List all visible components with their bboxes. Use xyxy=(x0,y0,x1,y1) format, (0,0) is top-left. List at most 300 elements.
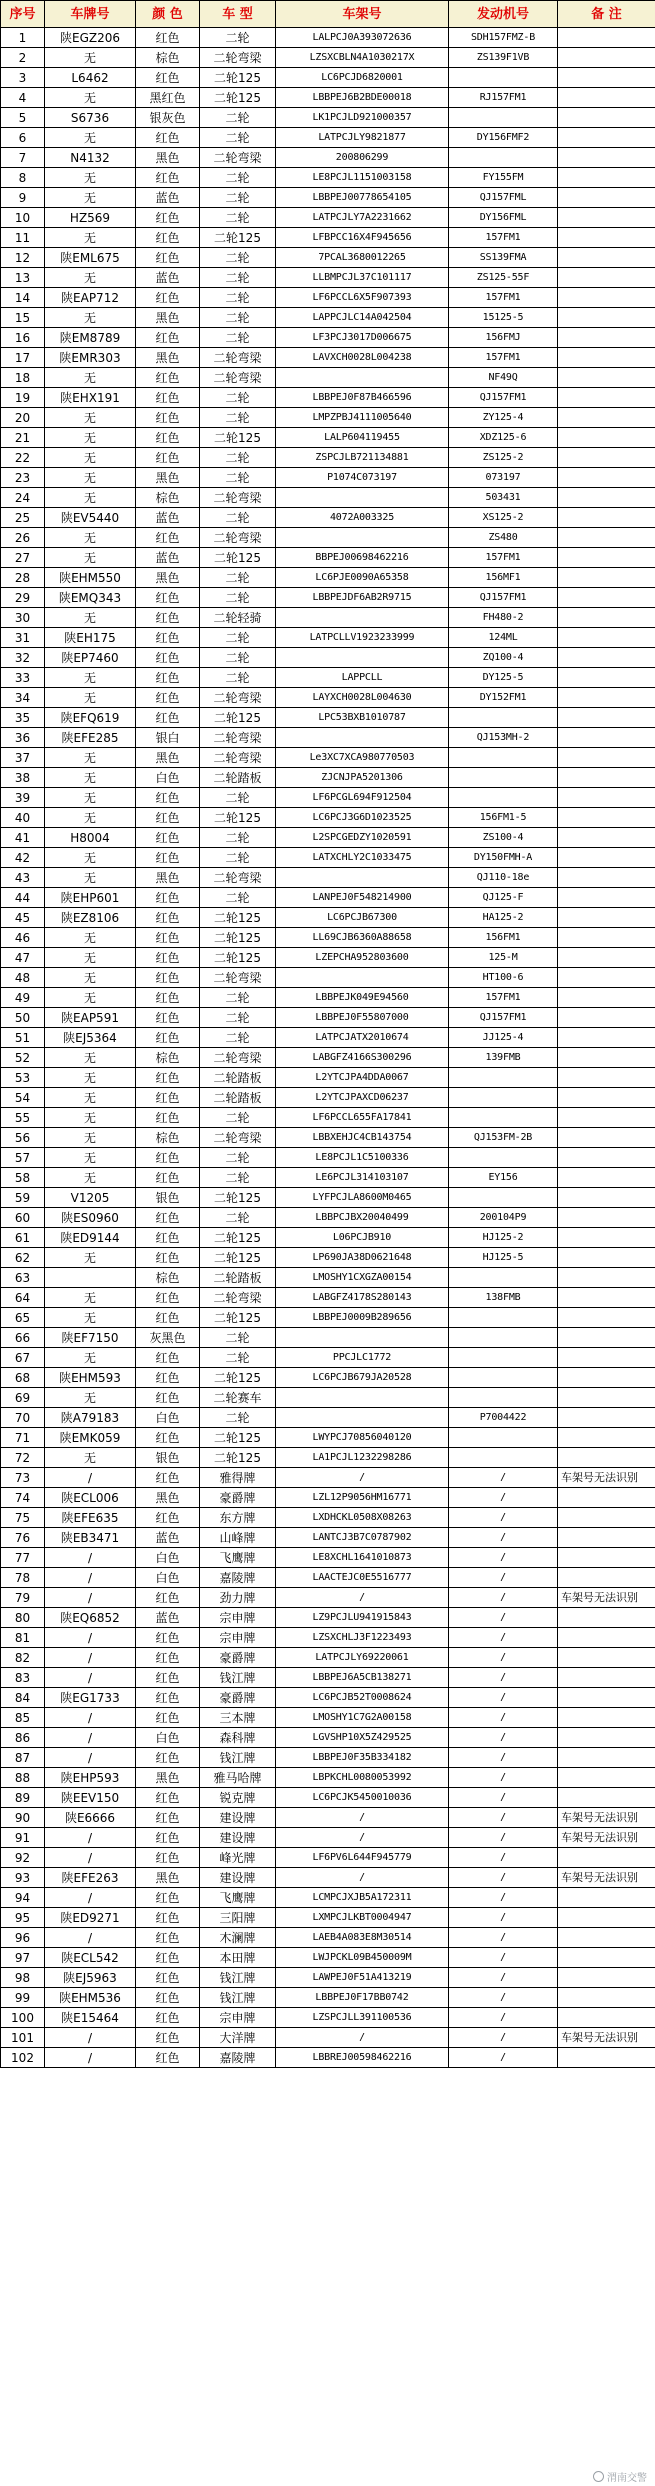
cell-seq: 59 xyxy=(1,1188,45,1208)
cell-remark xyxy=(558,2048,655,2068)
cell-color: 红色 xyxy=(136,1088,200,1108)
cell-color: 红色 xyxy=(136,428,200,448)
cell-remark xyxy=(558,1288,655,1308)
cell-engine-number xyxy=(449,748,558,768)
cell-remark xyxy=(558,1408,655,1428)
cell-plate: 无 xyxy=(45,948,136,968)
cell-remark xyxy=(558,1028,655,1048)
cell-frame-number: 7PCAL3680012265 xyxy=(276,248,449,268)
table-row xyxy=(1,2028,655,2048)
cell-frame-number: LBBPEJDF6AB2R9715 xyxy=(276,588,449,608)
cell-frame-number: LBBPEJ6A5CB138271 xyxy=(276,1668,449,1688)
cell-frame-number: ZSPCJLB721134881 xyxy=(276,448,449,468)
table-row xyxy=(1,1188,655,1208)
cell-engine-number: HJ125-2 xyxy=(449,1228,558,1248)
table-row xyxy=(1,148,655,168)
cell-remark xyxy=(558,468,655,488)
cell-remark xyxy=(558,928,655,948)
table-row xyxy=(1,888,655,908)
cell-model: 三本牌 xyxy=(200,1708,276,1728)
table-row xyxy=(1,708,655,728)
cell-color: 红色 xyxy=(136,628,200,648)
table-row xyxy=(1,28,655,48)
cell-seq: 70 xyxy=(1,1408,45,1428)
cell-frame-number: LF6PCCL6X5F907393 xyxy=(276,288,449,308)
cell-plate: 陕EML675 xyxy=(45,248,136,268)
cell-color: 红色 xyxy=(136,1648,200,1668)
cell-frame-number: LBBPEJ0F35B334182 xyxy=(276,1748,449,1768)
cell-engine-number xyxy=(449,1108,558,1128)
cell-color: 红色 xyxy=(136,1228,200,1248)
cell-plate: 无 xyxy=(45,308,136,328)
table-row xyxy=(1,1868,655,1888)
cell-plate: 陕EHM550 xyxy=(45,568,136,588)
cell-color: 红色 xyxy=(136,288,200,308)
cell-engine-number: QJ153FM-2B xyxy=(449,1128,558,1148)
cell-plate: 陕EMQ343 xyxy=(45,588,136,608)
cell-seq: 27 xyxy=(1,548,45,568)
cell-color: 红色 xyxy=(136,208,200,228)
cell-color: 红色 xyxy=(136,708,200,728)
table-row xyxy=(1,788,655,808)
table-row xyxy=(1,608,655,628)
cell-model: 劲力牌 xyxy=(200,1588,276,1608)
cell-frame-number: L2YTCJPAXCD06237 xyxy=(276,1088,449,1108)
table-row xyxy=(1,268,655,288)
cell-engine-number xyxy=(449,1308,558,1328)
cell-plate: 无 xyxy=(45,688,136,708)
watermark xyxy=(593,2469,647,2484)
cell-plate: 陕E6666 xyxy=(45,1808,136,1828)
cell-frame-number: LANPEJ0F548214900 xyxy=(276,888,449,908)
table-row xyxy=(1,1548,655,1568)
cell-frame-number: LE8XCHL1641010873 xyxy=(276,1548,449,1568)
cell-seq: 36 xyxy=(1,728,45,748)
cell-color: 红色 xyxy=(136,2048,200,2068)
cell-frame-number: LZEPCHA952803600 xyxy=(276,948,449,968)
cell-remark xyxy=(558,208,655,228)
cell-model: 二轮 xyxy=(200,408,276,428)
cell-remark xyxy=(558,148,655,168)
cell-color: 红色 xyxy=(136,1888,200,1908)
cell-color: 黑色 xyxy=(136,748,200,768)
cell-frame-number xyxy=(276,1408,449,1428)
cell-plate: 无 xyxy=(45,1308,136,1328)
cell-engine-number: ZS125-55F xyxy=(449,268,558,288)
cell-frame-number: LAPPCJLC14A042504 xyxy=(276,308,449,328)
cell-model: 二轮 xyxy=(200,628,276,648)
cell-model: 二轮 xyxy=(200,568,276,588)
cell-color: 红色 xyxy=(136,988,200,1008)
table-row xyxy=(1,1048,655,1068)
cell-color: 红色 xyxy=(136,928,200,948)
cell-model: 二轮 xyxy=(200,1348,276,1368)
cell-plate: 无 xyxy=(45,168,136,188)
cell-remark xyxy=(558,1668,655,1688)
cell-remark xyxy=(558,368,655,388)
cell-engine-number: EY156 xyxy=(449,1168,558,1188)
cell-remark xyxy=(558,768,655,788)
cell-plate: 陕EFE635 xyxy=(45,1508,136,1528)
cell-color: 黑色 xyxy=(136,868,200,888)
cell-engine-number: / xyxy=(449,1708,558,1728)
cell-plate: / xyxy=(45,1888,136,1908)
cell-frame-number: LAVXCH0028L004238 xyxy=(276,348,449,368)
cell-seq: 12 xyxy=(1,248,45,268)
cell-color: 红色 xyxy=(136,1948,200,1968)
cell-remark xyxy=(558,668,655,688)
cell-remark xyxy=(558,688,655,708)
cell-frame-number: LL69CJB6360A88658 xyxy=(276,928,449,948)
cell-frame-number xyxy=(276,608,449,628)
watermark-text: 渭南交警 xyxy=(607,2473,647,2484)
cell-plate: / xyxy=(45,2048,136,2068)
cell-frame-number: PPCJLC1772 xyxy=(276,1348,449,1368)
cell-frame-number: LALP604119455 xyxy=(276,428,449,448)
cell-frame-number: LATPCJLY69220061 xyxy=(276,1648,449,1668)
cell-remark xyxy=(558,648,655,668)
table-row xyxy=(1,1428,655,1448)
cell-seq: 5 xyxy=(1,108,45,128)
cell-remark xyxy=(558,1328,655,1348)
cell-seq: 43 xyxy=(1,868,45,888)
cell-color: 红色 xyxy=(136,1428,200,1448)
cell-remark xyxy=(558,1848,655,1868)
cell-model: 二轮踏板 xyxy=(200,1068,276,1088)
cell-plate: 无 xyxy=(45,448,136,468)
cell-engine-number: 073197 xyxy=(449,468,558,488)
cell-seq: 34 xyxy=(1,688,45,708)
cell-plate: 无 xyxy=(45,928,136,948)
table-row xyxy=(1,1568,655,1588)
cell-plate: 陕EHM536 xyxy=(45,1988,136,2008)
cell-seq: 88 xyxy=(1,1768,45,1788)
table-row xyxy=(1,1768,655,1788)
cell-model: 二轮 xyxy=(200,1328,276,1348)
cell-frame-number: L06PCJB910 xyxy=(276,1228,449,1248)
cell-remark xyxy=(558,1908,655,1928)
cell-color: 红色 xyxy=(136,1288,200,1308)
cell-color: 红色 xyxy=(136,128,200,148)
cell-frame-number: LBBPCJBX20040499 xyxy=(276,1208,449,1228)
cell-plate: 无 xyxy=(45,1248,136,1268)
table-row xyxy=(1,1028,655,1048)
cell-remark xyxy=(558,748,655,768)
cell-model: 山峰牌 xyxy=(200,1528,276,1548)
cell-frame-number: LZL12P9056HM16771 xyxy=(276,1488,449,1508)
table-row xyxy=(1,1948,655,1968)
cell-engine-number: / xyxy=(449,1828,558,1848)
cell-remark xyxy=(558,868,655,888)
cell-seq: 7 xyxy=(1,148,45,168)
table-row xyxy=(1,948,655,968)
cell-remark: 车架号无法识别 xyxy=(558,1828,655,1848)
cell-plate: N4132 xyxy=(45,148,136,168)
cell-frame-number: LATPCLLV1923233999 xyxy=(276,628,449,648)
cell-frame-number xyxy=(276,368,449,388)
cell-seq: 35 xyxy=(1,708,45,728)
table-row xyxy=(1,1448,655,1468)
cell-plate: / xyxy=(45,1648,136,1668)
cell-color: 红色 xyxy=(136,1148,200,1168)
cell-frame-number: LZSXCBLN4A1030217X xyxy=(276,48,449,68)
cell-frame-number: LC6PCJD6820001 xyxy=(276,68,449,88)
cell-seq: 62 xyxy=(1,1248,45,1268)
cell-engine-number: SDH157FMZ-B xyxy=(449,28,558,48)
cell-seq: 76 xyxy=(1,1528,45,1548)
cell-engine-number: ZS480 xyxy=(449,528,558,548)
table-row xyxy=(1,288,655,308)
cell-frame-number: 200806299 xyxy=(276,148,449,168)
cell-model: 二轮 xyxy=(200,1168,276,1188)
cell-remark xyxy=(558,308,655,328)
cell-engine-number: 138FMB xyxy=(449,1288,558,1308)
cell-color: 棕色 xyxy=(136,1268,200,1288)
cell-frame-number: L2SPCGEDZY1020591 xyxy=(276,828,449,848)
cell-seq: 2 xyxy=(1,48,45,68)
table-row xyxy=(1,88,655,108)
cell-engine-number: QJ157FM1 xyxy=(449,588,558,608)
cell-seq: 3 xyxy=(1,68,45,88)
cell-remark xyxy=(558,1928,655,1948)
cell-seq: 48 xyxy=(1,968,45,988)
cell-engine-number: ZY125-4 xyxy=(449,408,558,428)
cell-seq: 82 xyxy=(1,1648,45,1668)
cell-seq: 20 xyxy=(1,408,45,428)
cell-color: 红色 xyxy=(136,2028,200,2048)
cell-frame-number: LATPCJATX2010674 xyxy=(276,1028,449,1048)
table-row xyxy=(1,308,655,328)
cell-plate: 陕EFE285 xyxy=(45,728,136,748)
cell-seq: 85 xyxy=(1,1708,45,1728)
cell-remark xyxy=(558,228,655,248)
cell-color: 蓝色 xyxy=(136,268,200,288)
cell-color: 蓝色 xyxy=(136,188,200,208)
cell-remark xyxy=(558,268,655,288)
table-row xyxy=(1,1488,655,1508)
cell-frame-number: LK1PCJLD921000357 xyxy=(276,108,449,128)
cell-plate: / xyxy=(45,1628,136,1648)
cell-plate: 无 xyxy=(45,1348,136,1368)
cell-model: 二轮 xyxy=(200,248,276,268)
cell-model: 三阳牌 xyxy=(200,1908,276,1928)
cell-engine-number: / xyxy=(449,1968,558,1988)
table-row xyxy=(1,1668,655,1688)
cell-model: 二轮 xyxy=(200,28,276,48)
table-row xyxy=(1,1828,655,1848)
cell-plate: 陕EZ8106 xyxy=(45,908,136,928)
cell-engine-number xyxy=(449,1368,558,1388)
cell-engine-number: / xyxy=(449,1608,558,1628)
cell-model: 二轮 xyxy=(200,668,276,688)
table-row xyxy=(1,1688,655,1708)
cell-engine-number: JJ125-4 xyxy=(449,1028,558,1048)
cell-model: 二轮125 xyxy=(200,1428,276,1448)
table-row xyxy=(1,468,655,488)
cell-remark xyxy=(558,548,655,568)
cell-seq: 73 xyxy=(1,1468,45,1488)
cell-frame-number: LLBMPCJL37C101117 xyxy=(276,268,449,288)
cell-model: 二轮 xyxy=(200,448,276,468)
cell-remark xyxy=(558,1208,655,1228)
cell-plate: 无 xyxy=(45,1108,136,1128)
cell-remark xyxy=(558,128,655,148)
cell-frame-number: / xyxy=(276,1808,449,1828)
cell-color: 黑色 xyxy=(136,568,200,588)
cell-engine-number: QJ157FM1 xyxy=(449,388,558,408)
cell-color: 红色 xyxy=(136,948,200,968)
cell-remark xyxy=(558,88,655,108)
cell-seq: 64 xyxy=(1,1288,45,1308)
cell-seq: 96 xyxy=(1,1928,45,1948)
cell-model: 二轮 xyxy=(200,648,276,668)
cell-model: 雅马哈牌 xyxy=(200,1768,276,1788)
cell-remark xyxy=(558,1128,655,1148)
cell-plate: 无 xyxy=(45,988,136,1008)
cell-model: 二轮125 xyxy=(200,948,276,968)
cell-plate: / xyxy=(45,1568,136,1588)
cell-model: 二轮 xyxy=(200,988,276,1008)
cell-plate: 陕EAP591 xyxy=(45,1008,136,1028)
cell-color: 红色 xyxy=(136,1668,200,1688)
cell-engine-number: 503431 xyxy=(449,488,558,508)
cell-seq: 13 xyxy=(1,268,45,288)
cell-remark: 车架号无法识别 xyxy=(558,2028,655,2048)
cell-remark xyxy=(558,1448,655,1468)
cell-frame-number: LE8PCJL1C5100336 xyxy=(276,1148,449,1168)
cell-engine-number: QJ157FML xyxy=(449,188,558,208)
cell-remark xyxy=(558,1388,655,1408)
table-row xyxy=(1,488,655,508)
cell-seq: 99 xyxy=(1,1988,45,2008)
cell-frame-number: LGVSHP10X5Z429525 xyxy=(276,1728,449,1748)
table-row xyxy=(1,1508,655,1528)
cell-seq: 21 xyxy=(1,428,45,448)
cell-plate: L6462 xyxy=(45,68,136,88)
cell-frame-number: LABGFZ4166S300296 xyxy=(276,1048,449,1068)
cell-plate: 陕EFQ619 xyxy=(45,708,136,728)
cell-color: 红色 xyxy=(136,1388,200,1408)
table-row xyxy=(1,1408,655,1428)
cell-color: 蓝色 xyxy=(136,548,200,568)
cell-model: 二轮 xyxy=(200,388,276,408)
cell-remark xyxy=(558,1048,655,1068)
cell-model: 二轮 xyxy=(200,508,276,528)
cell-plate: 陕ED9144 xyxy=(45,1228,136,1248)
cell-seq: 72 xyxy=(1,1448,45,1468)
cell-color: 红色 xyxy=(136,968,200,988)
cell-model: 二轮 xyxy=(200,1148,276,1168)
cell-engine-number: DY156FMF2 xyxy=(449,128,558,148)
cell-seq: 68 xyxy=(1,1368,45,1388)
cell-engine-number: / xyxy=(449,1768,558,1788)
table-row xyxy=(1,1328,655,1348)
cell-frame-number: LBBPEJ0009B289656 xyxy=(276,1308,449,1328)
cell-engine-number: / xyxy=(449,1588,558,1608)
cell-model: 二轮125 xyxy=(200,88,276,108)
cell-engine-number: 200104P9 xyxy=(449,1208,558,1228)
cell-frame-number: / xyxy=(276,1868,449,1888)
table-row xyxy=(1,2048,655,2068)
cell-plate: 无 xyxy=(45,1168,136,1188)
cell-seq: 10 xyxy=(1,208,45,228)
table-row xyxy=(1,1068,655,1088)
table-row xyxy=(1,1128,655,1148)
cell-color: 红色 xyxy=(136,1688,200,1708)
cell-engine-number: ZS139F1VB xyxy=(449,48,558,68)
cell-color: 黑色 xyxy=(136,308,200,328)
table-row xyxy=(1,1968,655,1988)
cell-plate: 无 xyxy=(45,608,136,628)
cell-model: 本田牌 xyxy=(200,1948,276,1968)
cell-engine-number: / xyxy=(449,1548,558,1568)
cell-frame-number: LATPCJLY7A2231662 xyxy=(276,208,449,228)
cell-plate: 无 xyxy=(45,788,136,808)
cell-color: 红色 xyxy=(136,1968,200,1988)
cell-engine-number: / xyxy=(449,1888,558,1908)
cell-color: 红色 xyxy=(136,328,200,348)
cell-seq: 32 xyxy=(1,648,45,668)
cell-model: 二轮 xyxy=(200,128,276,148)
cell-plate: 无 xyxy=(45,748,136,768)
table-body xyxy=(1,28,655,2068)
cell-remark xyxy=(558,1068,655,1088)
cell-remark: 车架号无法识别 xyxy=(558,1868,655,1888)
cell-seq: 47 xyxy=(1,948,45,968)
cell-remark xyxy=(558,728,655,748)
cell-plate: 无 xyxy=(45,268,136,288)
table-row xyxy=(1,1888,655,1908)
cell-remark xyxy=(558,608,655,628)
cell-seq: 55 xyxy=(1,1108,45,1128)
cell-engine-number: XDZ125-6 xyxy=(449,428,558,448)
cell-plate: 陕EHP601 xyxy=(45,888,136,908)
table-row xyxy=(1,328,655,348)
cell-seq: 40 xyxy=(1,808,45,828)
cell-frame-number: LBBPEJK049E94560 xyxy=(276,988,449,1008)
table-row xyxy=(1,868,655,888)
cell-plate: 无 xyxy=(45,88,136,108)
cell-frame-number: LAYXCH0028L004630 xyxy=(276,688,449,708)
table-row xyxy=(1,848,655,868)
table-row xyxy=(1,988,655,1008)
cell-color: 蓝色 xyxy=(136,1528,200,1548)
cell-seq: 9 xyxy=(1,188,45,208)
cell-color: 红色 xyxy=(136,68,200,88)
cell-frame-number: LABGFZ4178S280143 xyxy=(276,1288,449,1308)
table-row xyxy=(1,128,655,148)
cell-engine-number: / xyxy=(449,1908,558,1928)
table-row xyxy=(1,1308,655,1328)
cell-engine-number xyxy=(449,1268,558,1288)
table-row xyxy=(1,428,655,448)
cell-plate: 陕EM8789 xyxy=(45,328,136,348)
cell-remark xyxy=(558,808,655,828)
cell-seq: 90 xyxy=(1,1808,45,1828)
cell-remark xyxy=(558,1368,655,1388)
cell-color: 白色 xyxy=(136,1548,200,1568)
cell-seq: 63 xyxy=(1,1268,45,1288)
cell-plate: 陕EGZ206 xyxy=(45,28,136,48)
cell-color: 红色 xyxy=(136,668,200,688)
cell-plate: 陕EV5440 xyxy=(45,508,136,528)
table-row xyxy=(1,728,655,748)
cell-engine-number xyxy=(449,1448,558,1468)
cell-model: 二轮踏板 xyxy=(200,768,276,788)
cell-remark xyxy=(558,508,655,528)
cell-remark xyxy=(558,1248,655,1268)
cell-seq: 61 xyxy=(1,1228,45,1248)
